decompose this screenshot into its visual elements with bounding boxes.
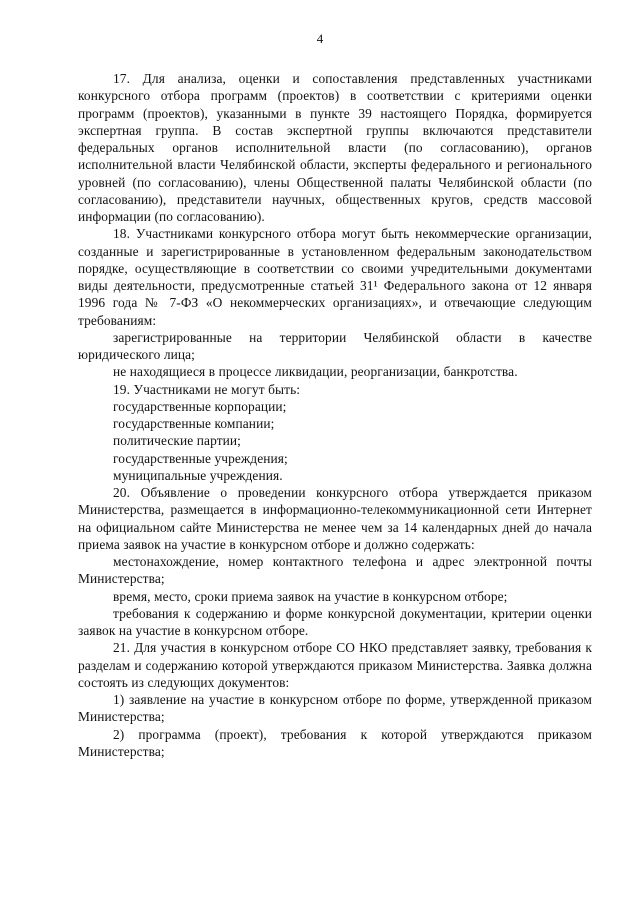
paragraph-20: 20. Объявление о проведении конкурсного отбора утверждается приказом Министерства, размещается в информационно-телекоммуникационной сети Интернет на официальном сайте Министерства не менее чем за 14 календарных дней до начала приема заявок на участие в конкурсном отборе и должно содержать: xyxy=(78,485,592,552)
paragraph-19-item-corporations: государственные корпорации; xyxy=(113,398,287,414)
paragraph-19-item-municipal-institutions: муниципальные учреждения. xyxy=(113,467,283,483)
paragraph-18-item-registered: зарегистрированные на территории Челябинской области в качестве юридического лица; xyxy=(78,329,592,362)
paragraph-19-item-state-institutions: государственные учреждения; xyxy=(113,450,288,466)
paragraph-20-item-location: местонахождение, номер контактного телефона и адрес электронной почты Министерства; xyxy=(78,554,592,587)
page-number: 4 xyxy=(316,31,324,46)
paragraph-19: 19. Участниками не могут быть: xyxy=(113,381,301,397)
paragraph-17: 17. Для анализа, оценки и сопоставления представленных участниками конкурсного отбора программ (проектов) в соответствии с критериями оценки программ (проектов), указанными в пункте 39 настоящего Порядка, формируется экспертная группа. В состав экспертной группы включаются представители федеральных органов исполнительной власти (по согласованию), органов исполнительной власти Челябинской области, эксперты федерального и регионального уровней (по согласованию), члены Общественной палаты Челябинской области (по согласованию), представители научных, общественных кругов, средств массовой информации (по согласованию). xyxy=(78,71,592,224)
paragraph-21: 21. Для участия в конкурсном отборе СО НКО представляет заявку, требования к разделам и содержанию которой утверждаются приказом Министерства. Заявка должна состоять из следующих документов: xyxy=(78,640,592,690)
paragraph-18: 18. Участниками конкурсного отбора могут быть некоммерческие организации, созданные и зарегистрированные в установленном федеральным законодательством порядке, осуществляющие в соответствии со своими учредительными документами виды деятельности, предусмотренные статьей 31¹ Федерального закона от 12 января 1996 года № 7-ФЗ «О некоммерческих организациях», и отвечающие следующим требованиям: xyxy=(78,226,592,328)
paragraph-20-item-time: время, место, сроки приема заявок на участие в конкурсном отборе; xyxy=(113,588,508,604)
document-body xyxy=(78,70,592,760)
paragraph-21-item-program: 2) программа (проект), требования к которой утверждаются приказом Министерства; xyxy=(78,726,592,759)
paragraph-18-item-not-liquidation: не находящиеся в процессе ликвидации, реорганизации, банкротства. xyxy=(113,364,518,380)
paragraph-19-item-companies: государственные компании; xyxy=(113,416,275,431)
paragraph-20-item-requirements: требования к содержанию и форме конкурсной документации, критерии оценки заявок на участие в конкурсном отборе. xyxy=(78,605,592,638)
paragraph-19-item-parties: политические партии; xyxy=(113,433,242,449)
paragraph-21-item-application: 1) заявление на участие в конкурсном отборе по форме, утвержденной приказом Министерства; xyxy=(78,692,592,725)
